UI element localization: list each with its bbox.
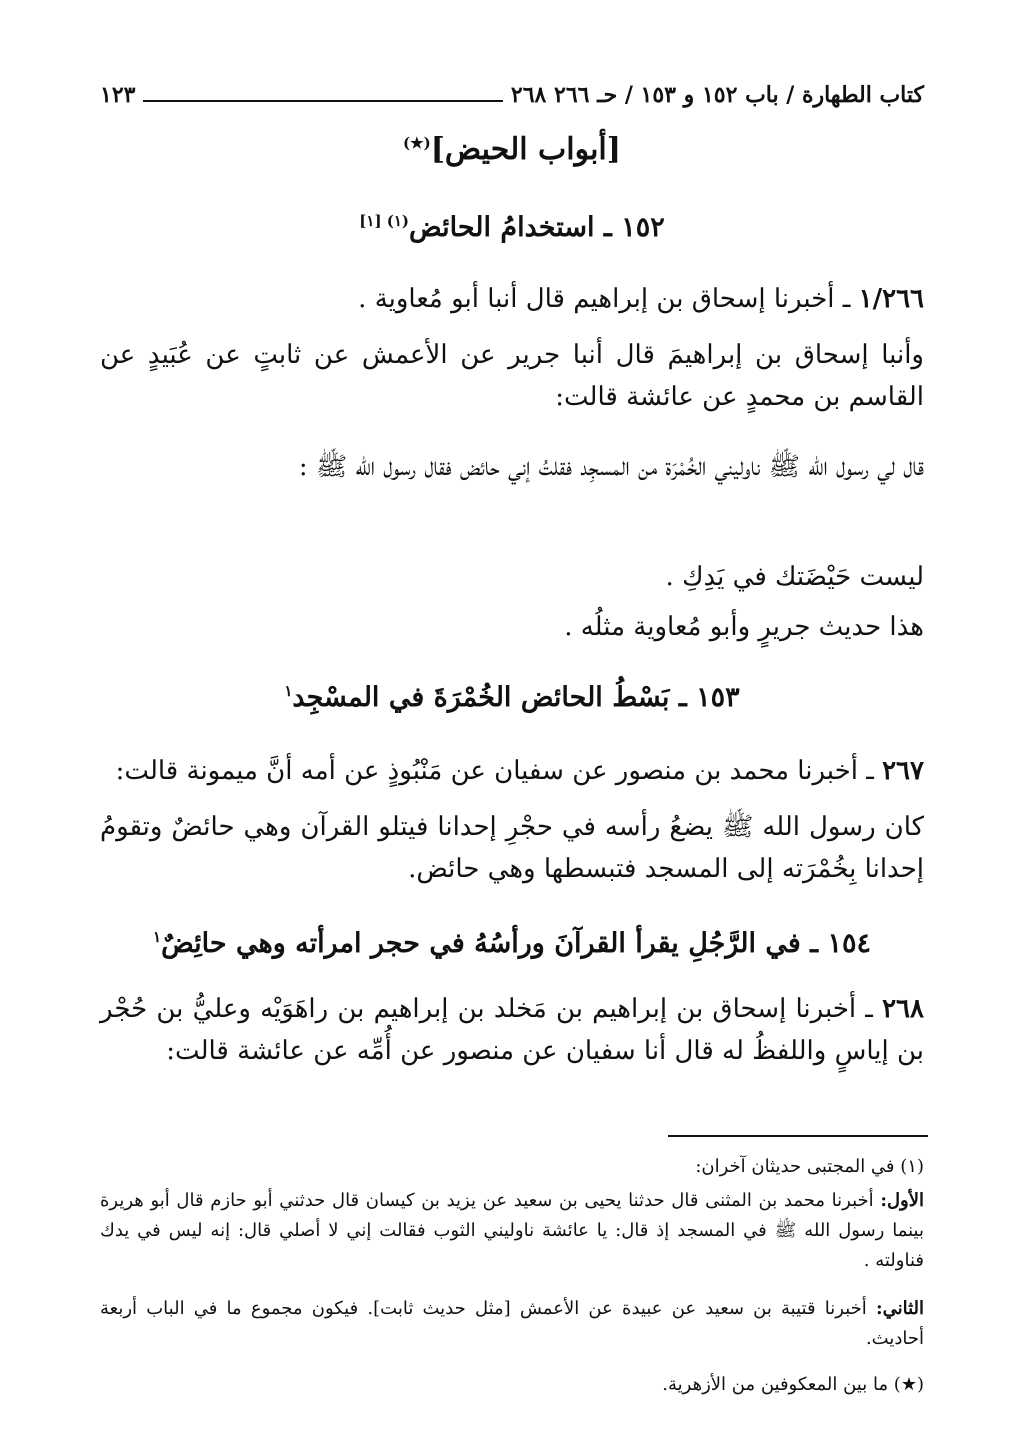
hadith-266-line3: هذا حديث جريرٍ وأبو مُعاوية مثلُه . xyxy=(564,612,924,642)
footnote-second-label: الثاني: xyxy=(875,1298,924,1319)
hadith-266-line2: ليست حَيْضَتك في يَدِكِ . xyxy=(665,562,924,592)
footnote-second-text: أخبرنا قتيبة بن سعيد عن عبيدة عن الأعمش [مثل حديث ثابت]. فيكون مجموع ما في الباب أربعة أحاديث. xyxy=(100,1298,924,1349)
footnote-second xyxy=(100,1294,924,1354)
chapter-152-sup: (١) [١] xyxy=(359,212,410,230)
main-title-text: [أبواب الحيض] xyxy=(430,132,621,167)
chapter-152-title xyxy=(100,212,924,243)
header-rule xyxy=(143,100,502,102)
hadith-268-para1-text: ـ أخبرنا إسحاق بن إبراهيم بن مَخلد بن إبراهيم بن راهَوَيْه وعليُّ بن حُجْر بن إياسٍ واللفظُ له قال أنا سفيان عن منصور عن أُمِّه عن عائشة قالت: xyxy=(100,994,924,1066)
hadith-267-number: ٢٦٧ xyxy=(882,756,924,786)
chapter-153-sup: ١ xyxy=(284,682,293,700)
hadith-267-line1 xyxy=(100,750,924,792)
hadith-266-para2: قال لي رسول الله ﷺ ناوليني الخُمْرَة من المسجِد فقلتُ إني حائض فقال رسول الله ﷺ : xyxy=(298,452,924,482)
hadith-266-line1 xyxy=(100,278,924,320)
hadith-266-line1-text: ـ أخبرنا إسحاق بن إبراهيم قال أنبا أبو مُعاوية . xyxy=(358,284,859,314)
hadith-268-number: ٢٦٨ xyxy=(882,994,924,1024)
main-title xyxy=(100,132,924,167)
hadith-268-para1 xyxy=(100,988,924,1072)
chapter-154-title-text: ١٥٤ ـ في الرَّجُلِ يقرأ القرآنَ ورأسُهُ في حجر امرأته وهي حائِضٌ xyxy=(161,928,871,959)
chapter-154-title xyxy=(100,928,924,959)
hadith-266-number: ١/٢٦٦ xyxy=(858,284,924,314)
chapter-153-title xyxy=(100,682,924,713)
header-text: كتاب الطهارة / باب ١٥٢ و ١٥٣ / حـ ٢٦٦ ٢٦٨ xyxy=(510,82,924,108)
footnote-first-text: أخبرنا محمد بن المثنى قال حدثنا يحيى بن سعيد عن يزيد بن كيسان قال حدثني أبو حازم قال أبو هريرة بينما رسول الله ﷺ في المسجد إذ قال: يا عائشة ناوليني الثوب فقالت إني لا أصلي قال: إنه ليس في يدك فناولته . xyxy=(100,1190,924,1271)
footnote-1: (١) في المجتبى حديثان آخران: xyxy=(695,1156,924,1177)
hadith-267-line1-text: ـ أخبرنا محمد بن منصور عن سفيان عن مَنْبُوذٍ عن أمه أنَّ ميمونة قالت: xyxy=(115,756,883,786)
footnote-first xyxy=(100,1186,924,1276)
chapter-154-sup: ١ xyxy=(153,928,162,946)
footnote-first-label: الأول: xyxy=(880,1190,925,1211)
main-title-mark: (★) xyxy=(403,134,431,152)
chapter-152-title-text: ١٥٢ ـ استخدامُ الحائض xyxy=(409,212,665,243)
hadith-266-para1: وأنبا إسحاق بن إبراهيمَ قال أنبا جرير عن الأعمش عن ثابتٍ عن عُبَيدٍ عن القاسم بن محمدٍ عن عائشة قالت: xyxy=(100,340,924,412)
running-header xyxy=(100,72,924,112)
footnote-star: (★) ما بين المعكوفين من الأزهرية. xyxy=(662,1374,924,1395)
footnote-rule xyxy=(668,1135,928,1137)
hadith-267-para1: كان رسول الله ﷺ يضعُ رأسه في حجْرِ إحدانا فيتلو القرآن وهي حائضٌ وتقومُ إحدانا بِخُمْرَته إلى المسجد فتبسطها وهي حائض. xyxy=(100,812,924,884)
page-number: ١٢٣ xyxy=(100,82,136,108)
chapter-153-title-text: ١٥٣ ـ بَسْطُ الحائض الخُمْرَةَ في المسْجِد xyxy=(292,682,740,713)
